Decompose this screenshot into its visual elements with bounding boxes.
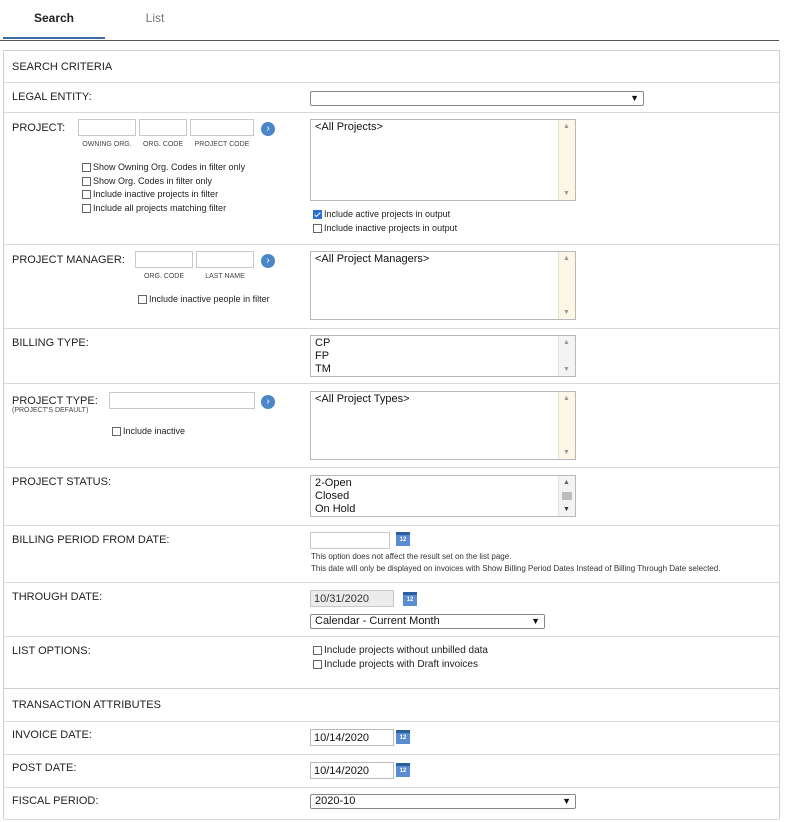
tab-bar [0,0,779,41]
include-without-unbilled-checkbox[interactable]: Include projects without unbilled data [313,645,488,656]
scrollbar[interactable]: ▲ ▼ [558,120,575,200]
arrow-right-icon: › [266,396,270,407]
billing-type-listbox[interactable] [310,335,576,377]
project-search-go-button[interactable] [261,122,275,136]
list-item[interactable]: 2-Open [315,477,352,489]
fiscal-period-label: FISCAL PERIOD: [12,795,99,807]
billing-type-row [4,328,779,384]
chevron-down-icon: ▼ [562,796,571,806]
include-inactive-people-checkbox[interactable]: Include inactive people in filter [138,294,270,304]
pm-last-name-input[interactable] [196,251,254,268]
search-panel [3,50,780,819]
pm-org-code-input[interactable] [135,251,193,268]
project-code-input[interactable] [190,119,254,136]
transaction-attributes-header [4,688,779,722]
arrow-right-icon: › [266,255,270,266]
chevron-down-icon: ▼ [531,616,540,626]
org-code-input[interactable] [139,119,187,136]
calendar-icon[interactable]: 12 [396,763,410,777]
fiscal-period-value: 2020-10 [315,795,356,807]
project-row [4,112,779,245]
legal-entity-select[interactable] [310,91,644,106]
fiscal-period-row [4,787,779,820]
project-type-listbox[interactable] [310,391,576,460]
scrollbar[interactable]: ▲ ▼ [558,392,575,459]
invoice-date-label: INVOICE DATE: [12,729,92,741]
calendar-icon[interactable]: 12 [396,532,410,546]
arrow-right-icon: › [266,123,270,134]
billing-period-label: BILLING PERIOD FROM DATE: [12,534,170,546]
show-owning-org-checkbox[interactable]: Show Owning Org. Codes in filter only [82,162,245,172]
list-options-label: LIST OPTIONS: [12,645,91,657]
project-status-listbox[interactable] [310,475,576,517]
tab-search[interactable]: Search [3,0,105,39]
include-all-projects-checkbox[interactable]: Include all projects matching filter [82,203,226,213]
list-item[interactable]: FP [315,350,330,362]
list-item[interactable]: TM [315,363,331,375]
section-title: TRANSACTION ATTRIBUTES [12,699,161,711]
project-manager-listbox[interactable] [310,251,576,320]
through-date-period-value: Calendar - Current Month [315,615,440,627]
project-type-input[interactable] [109,392,255,409]
billing-type-label: BILLING TYPE: [12,337,89,349]
project-status-row [4,467,779,526]
org-code-hint: ORG. CODE [142,141,184,148]
pm-search-go-button[interactable] [261,254,275,268]
project-manager-label: PROJECT MANAGER: [12,254,125,266]
list-item[interactable]: On Hold [315,503,356,515]
project-listbox[interactable] [310,119,576,201]
include-inactive-output-checkbox[interactable]: Include inactive projects in output [313,223,457,233]
project-manager-row [4,244,779,329]
scrollbar[interactable]: ▲ ▼ [558,252,575,319]
owning-org-hint: OWNING ORG. [82,141,132,148]
include-inactive-projects-filter-checkbox[interactable]: Include inactive projects in filter [82,189,218,199]
list-options-row [4,636,779,689]
show-org-codes-checkbox[interactable]: Show Org. Codes in filter only [82,176,212,186]
invoice-date-input[interactable] [310,729,394,746]
post-date-input[interactable] [310,762,394,779]
list-item[interactable]: CP [315,337,331,349]
section-title: SEARCH CRITERIA [12,61,113,73]
tab-list[interactable]: List [145,11,165,25]
project-type-sublabel: (PROJECT'S DEFAULT) [12,407,89,414]
list-item[interactable]: <All Project Types> [315,393,410,405]
list-item[interactable]: <All Projects> [315,121,383,133]
billing-period-row [4,525,779,583]
post-date-row [4,754,779,788]
calendar-icon[interactable]: 12 [396,730,410,744]
calendar-icon[interactable]: 12 [403,592,417,606]
search-criteria-header [4,51,779,83]
include-inactive-types-checkbox[interactable]: Include inactive [112,426,185,436]
legal-entity-label: LEGAL ENTITY: [12,91,92,103]
invoice-date-row [4,721,779,755]
scrollbar[interactable]: ▲ ▼ [558,476,575,516]
chevron-down-icon: ▼ [630,93,639,103]
project-type-go-button[interactable] [261,395,275,409]
billing-period-note-2: This date will only be displayed on invoices with Show Billing Period Dates Instead of Billing Through Date selected. [311,564,721,573]
pm-last-name-hint: LAST NAME [205,273,245,280]
billing-period-note-1: This option does not affect the result set on the list page. [311,552,512,561]
post-date-label: POST DATE: [12,762,77,774]
list-item[interactable]: Closed [315,490,350,502]
through-date-input[interactable] [310,590,394,607]
project-label: PROJECT: [12,122,66,134]
owning-org-input[interactable] [78,119,136,136]
include-active-output-checkbox[interactable]: Include active projects in output [313,209,450,219]
project-type-row [4,383,779,468]
through-date-period-select[interactable] [310,614,545,629]
include-draft-invoices-checkbox[interactable]: Include projects with Draft invoices [313,659,478,670]
fiscal-period-select[interactable] [310,794,576,809]
project-type-label: PROJECT TYPE: [12,395,98,407]
pm-org-code-hint: ORG. CODE [143,273,185,280]
legal-entity-row [4,82,779,113]
list-item[interactable]: <All Project Managers> [315,253,430,265]
project-code-hint: PROJECT CODE [194,141,250,148]
through-date-row [4,582,779,637]
project-status-label: PROJECT STATUS: [12,476,112,488]
billing-period-from-input[interactable] [310,532,390,549]
scrollbar[interactable]: ▲ ▼ [558,336,575,376]
through-date-label: THROUGH DATE: [12,591,103,603]
